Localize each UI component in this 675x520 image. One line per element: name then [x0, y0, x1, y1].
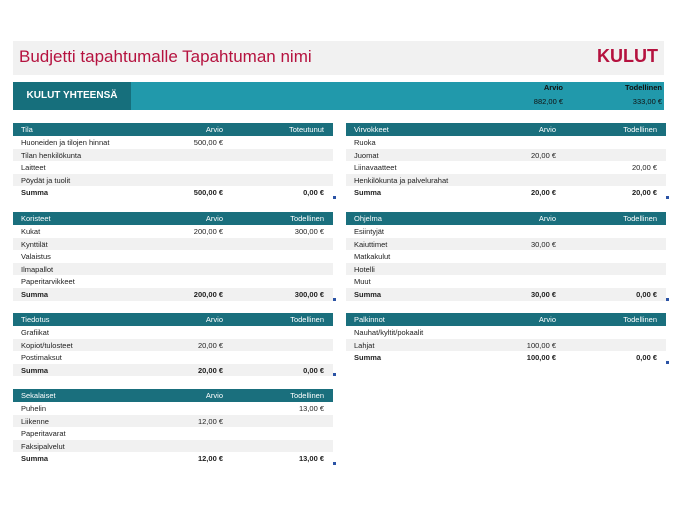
cell-marker-icon — [333, 373, 336, 376]
row-actual[interactable]: 20,00 € — [631, 163, 657, 173]
totals-actual-value[interactable]: 333,00 € — [632, 97, 662, 106]
row-estimate[interactable]: 30,00 € — [530, 239, 556, 249]
cell-marker-icon — [333, 196, 336, 199]
table-title: Tiedotus — [21, 315, 50, 324]
table-row — [13, 275, 333, 288]
row-estimate[interactable]: 100,00 € — [526, 340, 556, 350]
row-actual[interactable]: 13,00 € — [298, 404, 324, 413]
table-palkinnot — [346, 313, 666, 364]
estimate-column-header: Arvio — [538, 214, 556, 223]
sum-row — [13, 186, 333, 199]
sum-label: Summa — [21, 365, 49, 375]
table-row — [13, 440, 333, 453]
sum-label: Summa — [21, 289, 49, 299]
table-row — [13, 263, 333, 276]
table-row — [346, 326, 666, 339]
estimate-column-header: Arvio — [205, 214, 223, 223]
row-estimate[interactable]: 12,00 € — [197, 416, 223, 426]
cell-marker-icon — [666, 361, 669, 364]
row-estimate[interactable]: 200,00 € — [193, 227, 223, 236]
estimate-column-header: Arvio — [205, 391, 223, 400]
row-label[interactable]: Liinavaatteet — [354, 163, 397, 173]
cell-marker-icon — [333, 298, 336, 301]
actual-column-header: Todellinen — [623, 125, 657, 134]
table-row — [13, 326, 333, 339]
actual-column-header: Todellinen — [290, 315, 324, 324]
row-label[interactable]: Paperitavarat — [21, 429, 66, 439]
table-title: Sekalaiset — [21, 391, 56, 400]
row-label[interactable]: Liikenne — [21, 416, 49, 426]
totals-actual-header: Todellinen — [625, 83, 662, 92]
table-row — [13, 402, 333, 415]
sum-actual[interactable]: 0,00 € — [636, 353, 657, 363]
row-label[interactable]: Kukat — [21, 227, 41, 236]
row-estimate[interactable]: 20,00 € — [197, 340, 223, 350]
page-title: Budjetti tapahtumalle Tapahtuman nimi — [19, 47, 312, 66]
totals-estimate-header: Arvio — [543, 83, 563, 92]
table-row — [13, 238, 333, 251]
row-label[interactable]: Kynttilät — [21, 239, 48, 249]
table-koristeet — [13, 212, 333, 301]
row-label[interactable]: Paperitarvikkeet — [21, 277, 75, 287]
row-label[interactable]: Faksipalvelut — [21, 441, 65, 451]
actual-column-header: Toteutunut — [288, 125, 324, 134]
table-header — [346, 212, 666, 225]
estimate-column-header: Arvio — [538, 315, 556, 324]
estimate-column-header: Arvio — [205, 125, 223, 134]
sum-label: Summa — [354, 289, 382, 299]
table-header — [346, 123, 666, 136]
actual-column-header: Todellinen — [290, 214, 324, 223]
row-label[interactable]: Matkakulut — [354, 252, 391, 262]
sum-estimate[interactable]: 200,00 € — [193, 289, 223, 299]
sum-estimate[interactable]: 20,00 € — [197, 365, 223, 375]
table-row — [346, 225, 666, 238]
sum-row — [346, 288, 666, 301]
table-row — [13, 174, 333, 187]
sum-row — [346, 351, 666, 364]
row-actual[interactable]: 300,00 € — [294, 227, 324, 236]
row-label[interactable]: Ilmapallot — [21, 264, 54, 274]
table-header — [13, 313, 333, 326]
sum-row — [13, 452, 333, 465]
table-row — [346, 174, 666, 187]
cell-marker-icon — [333, 462, 336, 465]
row-label[interactable]: Juomat — [354, 150, 379, 160]
sum-row — [13, 364, 333, 377]
row-label[interactable]: Hotelli — [354, 264, 375, 274]
table-tila — [13, 123, 333, 199]
section-title: KULUT — [597, 46, 658, 66]
table-row — [346, 339, 666, 352]
table-row — [13, 351, 333, 364]
totals-bar — [13, 82, 664, 110]
sum-label: Summa — [21, 188, 49, 198]
row-label[interactable]: Nauhat/kyltit/pokaalit — [354, 328, 424, 337]
estimate-column-header: Arvio — [205, 315, 223, 324]
sum-label: Summa — [21, 454, 49, 464]
row-label[interactable]: Grafiikat — [21, 328, 49, 337]
row-label[interactable]: Lahjat — [354, 340, 375, 350]
row-label[interactable]: Ruoka — [354, 138, 376, 147]
sum-actual[interactable]: 300,00 € — [294, 289, 324, 299]
sum-actual[interactable]: 13,00 € — [298, 454, 324, 464]
table-title: Ohjelma — [354, 214, 382, 223]
row-label[interactable]: Valaistus — [21, 252, 51, 262]
table-virvokkeet — [346, 123, 666, 199]
cell-marker-icon — [666, 298, 669, 301]
estimate-column-header: Arvio — [538, 125, 556, 134]
table-header — [346, 313, 666, 326]
sum-row — [346, 186, 666, 199]
cell-marker-icon — [666, 196, 669, 199]
table-header — [13, 123, 333, 136]
totals-label: KULUT YHTEENSÄ — [13, 82, 131, 110]
sum-estimate[interactable]: 20,00 € — [530, 188, 556, 198]
table-tiedotus — [13, 313, 333, 376]
sum-actual[interactable]: 0,00 € — [636, 289, 657, 299]
actual-column-header: Todellinen — [623, 214, 657, 223]
title-bar — [13, 41, 664, 75]
table-row — [13, 161, 333, 174]
sum-estimate[interactable]: 100,00 € — [526, 353, 556, 363]
row-label[interactable]: Kaiuttimet — [354, 239, 388, 249]
row-label[interactable]: Kopiot/tulosteet — [21, 340, 73, 350]
table-title: Virvokkeet — [354, 125, 389, 134]
table-row — [346, 250, 666, 263]
actual-column-header: Todellinen — [623, 315, 657, 324]
table-row — [13, 225, 333, 238]
table-row — [13, 427, 333, 440]
table-sekalaiset — [13, 389, 333, 465]
table-row — [346, 149, 666, 162]
table-row — [346, 263, 666, 276]
row-label[interactable]: Huoneiden ja tilojen hinnat — [21, 138, 110, 147]
table-title: Koristeet — [21, 214, 51, 223]
sum-actual[interactable]: 0,00 € — [303, 188, 324, 198]
table-row — [13, 149, 333, 162]
actual-column-header: Todellinen — [290, 391, 324, 400]
table-row — [13, 136, 333, 149]
table-header — [13, 389, 333, 402]
sum-estimate[interactable]: 12,00 € — [197, 454, 223, 464]
table-row — [13, 339, 333, 352]
table-title: Palkinnot — [354, 315, 385, 324]
row-label[interactable]: Puhelin — [21, 404, 47, 413]
row-label[interactable]: Laitteet — [21, 163, 46, 173]
row-estimate[interactable]: 500,00 € — [193, 138, 223, 147]
row-label[interactable]: Muut — [354, 277, 371, 287]
table-row — [13, 415, 333, 428]
sum-label: Summa — [354, 188, 382, 198]
sum-actual[interactable]: 20,00 € — [631, 188, 657, 198]
table-row — [346, 136, 666, 149]
row-label[interactable]: Postimaksut — [21, 353, 62, 363]
table-row — [346, 238, 666, 251]
row-estimate[interactable]: 20,00 € — [530, 150, 556, 160]
sum-estimate[interactable]: 500,00 € — [193, 188, 223, 198]
table-title: Tila — [21, 125, 33, 134]
totals-estimate-value[interactable]: 882,00 € — [533, 97, 563, 106]
row-label[interactable]: Tilan henkilökunta — [21, 150, 82, 160]
table-row — [346, 161, 666, 174]
sum-estimate[interactable]: 30,00 € — [530, 289, 556, 299]
sum-actual[interactable]: 0,00 € — [303, 365, 324, 375]
table-row — [346, 275, 666, 288]
row-label[interactable]: Esiintyjät — [354, 227, 385, 236]
table-ohjelma — [346, 212, 666, 301]
sum-label: Summa — [354, 353, 382, 363]
row-label[interactable]: Henkilökunta ja palvelurahat — [354, 175, 449, 185]
row-label[interactable]: Pöydät ja tuolit — [21, 175, 71, 185]
table-header — [13, 212, 333, 225]
table-row — [13, 250, 333, 263]
sum-row — [13, 288, 333, 301]
